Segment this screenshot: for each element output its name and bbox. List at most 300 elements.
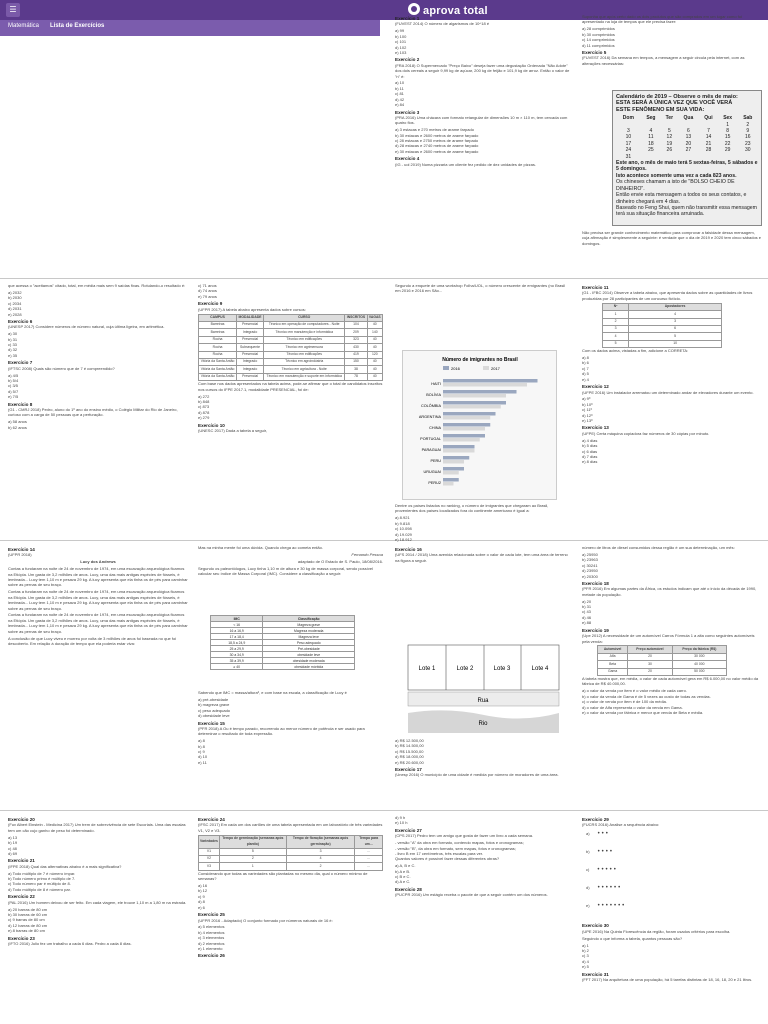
calendar-day: 13: [685, 134, 692, 141]
table-cell: 30 a 34,9: [211, 652, 263, 658]
table-header: Preço da fábrica (R$): [672, 646, 726, 653]
exercise-title: Exercício 24: [198, 817, 225, 822]
table-header: MODALIDADE: [237, 314, 264, 321]
bar-2017: [443, 416, 490, 420]
table-cell: 30: [628, 661, 673, 668]
option-item: e) 7/5: [8, 394, 19, 400]
option-item: e) 88: [582, 620, 592, 626]
category-label: HAITI: [431, 382, 441, 386]
table-cell: 38: [345, 366, 367, 373]
exercise-text: (IFTSC 2008) Quais são número que de 7 é compreendido?: [8, 365, 115, 371]
table-cell: 3: [629, 318, 722, 325]
table-header: Apostadores: [629, 303, 722, 310]
exercise-text: Considerando que todas as variedades são plantadas no mesmo dia, qual o número mínimo de semanas?: [198, 870, 368, 882]
table-row: [199, 351, 383, 358]
lot-4-label: Lote 4: [531, 666, 549, 672]
option-item: c) 71 anos: [198, 283, 217, 288]
option-item: d) 11 comprimidos: [582, 42, 615, 48]
table-cell: 50 000: [672, 668, 726, 675]
table-row: [603, 311, 722, 318]
bar-2017: [443, 482, 454, 486]
option-item: c) 101: [395, 39, 407, 45]
hamburger-icon[interactable]: ☰: [6, 3, 20, 17]
exercise-title: Exercício 17: [395, 767, 422, 773]
legend-label: 2017: [491, 366, 500, 371]
option-item: e) R$ 20.600,00: [395, 759, 424, 765]
table-cell: Rocha: [199, 344, 237, 351]
option-item: e) 18.912: [395, 536, 412, 542]
option-item: a) 8: [198, 738, 205, 744]
table-cell: Técnico em manutenção e suporte em informática: [264, 373, 345, 380]
table-cell: ...: [355, 855, 383, 862]
option-item: e) 8 dias: [582, 459, 598, 465]
exercise-options: [8, 331, 188, 358]
option-item: e) 103: [395, 49, 407, 55]
option-item: d) 9 h: [395, 815, 406, 820]
table-cell: Pré-obesidade: [263, 646, 355, 652]
exercise-title: Exercício 11: [582, 285, 609, 290]
category-label: PARAGUAI: [421, 448, 441, 452]
table-cell: 20: [628, 668, 673, 675]
option-item: c) 9: [198, 893, 205, 899]
calendar-day: 26: [666, 147, 673, 154]
exercise-text: (FUVEST 2014) O número de algarismos de 10^18 é: [395, 21, 490, 27]
question-block-5: [198, 283, 383, 537]
option-item: c) 9 barras de 80 cm: [8, 917, 45, 923]
exercise-options: [8, 290, 188, 317]
option-item: a) 28 comprimidos: [582, 26, 615, 32]
table-cell: 5: [603, 340, 629, 347]
exercise-title: Exercício 15: [198, 720, 225, 726]
table-header: INSCRITOS: [345, 314, 367, 321]
calendar-day-header: Qui: [704, 115, 713, 122]
option-item: e) 84: [395, 102, 405, 108]
option-item: b) Todo número primo é múltiplo de 7.: [8, 876, 76, 882]
option-item: c) o valor de venda por item é de 100 da média.: [582, 699, 667, 705]
calendar-day: 20: [685, 140, 692, 147]
option-item: d) A e C.: [395, 879, 411, 885]
table-header: Classificação: [263, 616, 355, 622]
exercise-title: Exercício 30: [582, 923, 609, 929]
option-item: a) R$ 12.500,00: [395, 738, 424, 743]
calendar-day: 22: [724, 140, 731, 147]
calendar-day: 1: [726, 121, 730, 128]
table-cell: 1: [219, 863, 286, 870]
calendar-note: Os chineses chamam a isto de "BOLSO CHEIO DE DINHEIRO".: [616, 179, 735, 192]
exercise-text: (Upe 2012) A necessidade de um automóvel Carros Fórmula 1 a alta como seguintes automóveis pela venda:: [582, 633, 755, 644]
calendar-day: 10: [625, 134, 632, 141]
option-item: a) 99: [395, 28, 405, 34]
bar-2016: [443, 401, 506, 405]
bar-2016: [443, 456, 469, 460]
option-item: c) 28 estacas e 2750 metros de arame farpado: [395, 138, 479, 144]
calendar-day: 24: [625, 147, 632, 154]
table-row: [199, 329, 383, 336]
calendar-day: 29: [724, 147, 731, 154]
bar-2016: [443, 390, 517, 394]
table-cell: Peso adequado: [263, 640, 355, 646]
option-item: c) 7: [582, 365, 589, 371]
table-cell: 30 000: [672, 653, 726, 660]
option-item: a) 30: [8, 331, 18, 337]
option-item: b) 12: [198, 888, 208, 894]
table-row: [199, 321, 383, 328]
option-item: d) 10: [198, 754, 208, 760]
option-item: d) obesidade leve: [198, 713, 230, 719]
option-item: a) 8.921: [395, 515, 410, 521]
table-cell: 419: [345, 351, 367, 358]
exercise-text: (IFPE 2018) Qual das alternativas abaixo é a mais significativa?: [8, 863, 122, 869]
option-item: d) 42: [395, 96, 405, 102]
table-cell: 40: [367, 321, 382, 328]
option-item: a) Todo múltiplo de 7 é número ímpar.: [8, 870, 76, 876]
exercise-text: A tabela mostra que, em média, o valor de cada automóvel gera em R$ 6.000,00 no valor médio da fábrica de R$ 40.000,00.: [582, 676, 759, 687]
table-header: CURSO: [264, 314, 345, 321]
dots-option: [586, 849, 614, 855]
table-cell: 16 a 16,9: [211, 628, 263, 634]
table-cell: ...: [355, 863, 383, 870]
table-row: [598, 661, 727, 668]
exercise-text: Quantos valores é possível fazer dessas diferentes obras?: [395, 856, 500, 862]
calendar-day-header: Dom: [622, 115, 634, 122]
option-item: c) R$ 15.500,00: [395, 748, 424, 754]
bullet-list: [395, 840, 570, 856]
table-cell: Beta: [598, 661, 628, 668]
exercise-text: (PAL 2016) Um homem deixou de ser feito. Em cada viagem, ele trouxe 1,10 m a 1,80 m na estrada.: [8, 899, 187, 905]
exercise-options: [8, 373, 188, 400]
tab-math[interactable]: Matemática: [8, 23, 40, 29]
calendar-note: Baseado no Feng Shui, quem não transmitir essa mensagem terá sua situação financeira arruinada.: [616, 204, 758, 218]
calendar-day: 19: [666, 140, 673, 147]
calendar-day: 15: [724, 134, 731, 141]
exercise-title: Exercício 10: [198, 422, 225, 428]
table-cell: Integrado: [237, 366, 264, 373]
exercise-title: Exercício 8: [8, 401, 33, 407]
exercise-text: (UFPE 2016) Um instalador arrematou um determinado andar de elevadores durante um evento.: [582, 389, 754, 395]
option-item: b) 848: [198, 398, 210, 404]
table-row: [603, 340, 722, 347]
exercise-text: (UFPE) Certa máquina copiadora faz números de 30 cópias por minuto.: [582, 430, 710, 436]
exercise-source: Fernando Pessoa: [351, 551, 383, 557]
tab-strip: [0, 20, 380, 36]
option-item: a) 2032: [8, 289, 22, 295]
dots-option-label: b): [586, 849, 590, 855]
option-item: b) 30 estacas e 2600 metros de arame farpado: [395, 132, 479, 138]
table-cell: Vitória da Santa Antão: [199, 366, 237, 373]
calendar-title: ESTA SERÁ A ÚNICA VEZ QUE VOCÊ VERÁ: [616, 100, 733, 107]
table-cell: 140: [367, 329, 382, 336]
exercise-text: (Fuv Albert Einstein - Medicina 2017) Um trem de sobrevivência de sete Escoriais. Uma das escalas tem um cão cujo ganho de peso foi determinado.: [8, 822, 186, 833]
exercise-options: [395, 80, 570, 107]
option-item: e) 13º: [582, 418, 593, 424]
exercise-title: Exercício 20: [8, 817, 35, 822]
exercise-text: número de litros de diesel consumidos dessa região é um sua determinação, um mês:: [582, 545, 735, 550]
table-header: CAMPUS: [199, 314, 237, 321]
table-cell: 17 a 18,4: [211, 634, 263, 640]
table-cell: Rocha: [199, 336, 237, 343]
dots-option-label: c): [586, 867, 590, 873]
option-item: d) R$ 18.000,00: [395, 754, 424, 760]
bar-2017: [443, 471, 459, 475]
option-item: d) 19.029: [395, 531, 412, 537]
option-item: e) 6: [198, 904, 205, 910]
table-cell: 2: [219, 855, 286, 862]
table-cell: Presencial: [237, 336, 264, 343]
calendar-day: 31: [625, 153, 632, 160]
table-header: Nº: [603, 303, 629, 310]
exercise-text: Mas na minha mente foi uma dúvida. Quando chega ao cometa então.: [198, 545, 323, 550]
legend-label: 2016: [451, 366, 460, 371]
option-item: b) magreza grave: [198, 702, 230, 708]
bar-2017: [443, 438, 480, 442]
exercise-text: A conclusão de que Lucy viveu e morreu por volta de 3 milhões de anos foi baseada no que foi descoberto. Em relação à duração de tempo que ela poderia estar viva:: [8, 635, 177, 646]
question-block-12: [395, 545, 570, 640]
table-header: Variedades: [199, 835, 220, 848]
option-item: a) 58 anos: [8, 419, 27, 425]
exercise-options: [198, 697, 383, 719]
exercise-title: Exercício 16: [395, 547, 422, 552]
table-cell: Alfa: [598, 653, 628, 660]
option-item: a) 9º: [582, 396, 591, 402]
exercise-title: Exercício 31: [582, 971, 609, 977]
dots-option: [586, 903, 626, 909]
option-item: d) 5: [582, 371, 589, 377]
table-row: [603, 333, 722, 340]
lot-1-label: Lote 1: [418, 666, 436, 672]
tab-exercise-list[interactable]: Lista de Exercícios: [50, 23, 105, 29]
question-block-17: [395, 815, 570, 1020]
option-item: b) 6: [582, 360, 589, 366]
dots-row: •••: [597, 831, 610, 838]
option-item: e) 20300: [582, 573, 598, 579]
category-label: URUGUAI: [423, 470, 441, 474]
exercise-text: Segundo a enquete de uma workshop Folha/UOL, o número crescente de emigrantes (no Brasil em 2016 e 2016 em São...: [395, 283, 566, 294]
exercise-text: (FUVEST 2016) Da semana em tempos, a mensagem a seguir circula pela internet, com as alterações necessárias:: [582, 55, 745, 66]
table-cell: 35 a 39,9: [211, 658, 263, 664]
calendar-day-header: Sab: [743, 115, 753, 122]
option-item: a) 272: [198, 393, 210, 399]
calendar-day: 5: [667, 128, 671, 135]
question-block-7: [395, 503, 570, 542]
dots-option-label: e): [586, 903, 590, 909]
exercise-options: [582, 552, 762, 579]
exercise-options: [582, 688, 762, 715]
exercise-text: (UFPR 2016 - Adaptado) O conjunto formado por números naturais de 16 é:: [198, 917, 333, 923]
category-label: PORTUGAL: [420, 437, 441, 441]
option-item: a) 20 barras de 80 cm: [8, 906, 48, 912]
table-row: [199, 373, 383, 380]
option-item: c) 14 comprimidos: [582, 37, 615, 43]
table-row: [199, 344, 383, 351]
option-item: b) 19: [8, 840, 18, 846]
exercise-text: Não precisa ser grande conhecimento matemático para comprovar a falsidade dessa mensagem, cuja afirmação é simplesmente a seguinte: é verdade que o dia de 2019 e 2020 tem cinco sábados e domingos.: [582, 230, 762, 246]
bettors-table: [602, 303, 722, 348]
table-cell: Técnico em edificações: [264, 336, 345, 343]
option-item: a) 10: [395, 80, 405, 86]
exercise-options: [198, 283, 383, 299]
option-item: e) 1 elemento: [198, 946, 223, 952]
question-block-13: [395, 738, 570, 807]
calendar-title: Calendário de 2019 – Observe o mês de maio:: [616, 94, 738, 100]
chart-svg: [403, 351, 558, 501]
table-cell: Gama: [598, 668, 628, 675]
exercise-options: [198, 883, 383, 910]
exercise-title: Exercício 19: [582, 627, 609, 633]
exercise-text: (UNESC 2017) Dada a tabela a seguir,: [198, 427, 267, 433]
table-cell: 6: [629, 325, 722, 332]
exercise-options: [395, 515, 570, 542]
table-cell: Presencial: [237, 321, 264, 328]
option-item: c) B e C.: [395, 874, 411, 880]
exercise-title: Exercício 29: [582, 817, 609, 822]
bar-2017: [443, 460, 464, 464]
exercise-options: [395, 738, 570, 765]
table-cell: ...: [355, 848, 383, 855]
category-label: ARGENTINA: [418, 415, 441, 419]
table-header: Preço automóvel: [628, 646, 673, 653]
question-block-8: [582, 283, 762, 537]
dots-row: ••••: [597, 849, 614, 856]
bar-2016: [443, 467, 464, 471]
option-item: b) 30 barras de 60 cm: [8, 912, 48, 917]
question-block-16: [198, 815, 383, 1020]
exercise-options: [582, 438, 762, 465]
option-item: d) 69: [8, 850, 18, 856]
logo-text: aprova total: [423, 5, 488, 17]
table-row: [199, 848, 383, 855]
option-item: e) 2028: [8, 311, 22, 317]
table-cell: 2: [286, 863, 355, 870]
exercise-title: Exercício 18: [582, 580, 609, 586]
exercise-text: Contas a fundaram na noite de 24 de novembro de 1974, em uma escavação arqueológica ficamos na Etiópia. Um gasta de 3,2 milhões de anos. Lucy, uma das mais antigas espécies de fósseis, é lembrada... Lucy tem 1,10 m e pesava 29 kg. A lucy apresenta que ela tinha os de pés para caminhar sobre as pernas de seu braço.: [8, 589, 188, 611]
exercise-title: Exercício 23: [8, 935, 35, 941]
exercise-options: [582, 599, 762, 626]
dots-option-label: d): [586, 885, 590, 891]
option-item: d) 102: [395, 44, 407, 50]
exercise-text: (UFS 2014 / 2018) Uma avenida relacionada sobre o valor de cada lote, tem uma área de terreno na figura a seguir.: [395, 552, 568, 563]
exercise-title: Exercício 25: [198, 912, 225, 918]
option-item: b) 4 elementos: [198, 929, 225, 935]
table-cell: 4: [603, 333, 629, 340]
exercise-text: (IFSC 2017) Em cada um dos cartões de uma tabela apresentada em um laboratório de três variedades V1, V2 e V3.: [198, 822, 383, 833]
table-cell: 5: [219, 848, 286, 855]
immigrants-bar-chart: [402, 350, 557, 500]
option-item: d) 5/7: [8, 388, 19, 394]
calendar-day: 7: [707, 128, 710, 135]
bar-2017: [443, 405, 501, 409]
option-item: d) 878: [198, 409, 210, 415]
exercise-options: [395, 863, 570, 885]
option-item: e) 11: [198, 759, 207, 765]
calendar-note: Isto acontece somente uma vez a cada 823 anos.: [616, 172, 737, 179]
table-header: Tempo para um...: [355, 835, 383, 848]
table-cell: 323: [345, 336, 367, 343]
option-item: c) 30241: [582, 562, 598, 568]
calendar-day: 2: [746, 121, 750, 128]
exercise-title: Exercício 3: [395, 109, 420, 115]
exercise-options: [8, 907, 188, 934]
exercise-text: (FRA 2018) O Supermercado "Preço Baixo" deseja fazer uma degustação Ordenada "Não Adote" dos dois cereais a seguir 9,99 kg de açúcar, 200 kg de feijão e 101,9 kg de arroz. Então o valor de "n" é:: [395, 62, 570, 79]
table-cell: 430: [345, 344, 367, 351]
table-cell: Técnico em operação de computadores - Noite: [264, 321, 345, 328]
option-item: c) peso adequado: [198, 707, 231, 713]
option-item: c) 11º: [582, 407, 593, 413]
table-cell: 104: [345, 321, 367, 328]
question-block-3: [582, 230, 762, 274]
table-row: [199, 863, 383, 870]
option-item: d) 46: [582, 614, 592, 620]
option-item: c) Todo número par é múltiplo de 8.: [8, 881, 71, 887]
option-item: e) 279: [198, 415, 210, 421]
exercise-options: [582, 26, 762, 48]
exercise-text: Contas a fundaram na noite de 24 de novembro de 1974, em uma escavação arqueológica ficamos na Etiópia. Um gasta de 3,2 milhões de anos. Lucy, uma das mais antigas espécies de fósseis, é lembrada... Lucy tem 1,10 m e pesava 29 kg. A lucy apresenta que ela tinha os de pés para caminhar sobre as pernas de seu braço.: [8, 612, 188, 634]
question-block-1: [395, 14, 570, 274]
option-item: c) 43: [582, 609, 591, 615]
table-cell: Integrado: [237, 358, 264, 365]
option-item: b) 5 dias: [582, 443, 598, 449]
exercise-text: (FUCRS 2016) Analise a sequência abaixo:: [582, 822, 660, 828]
exercise-text: (FFT 2017) Na arquitetura de uma população, há 5 tarefas distintas de 18, 16, 18, 20 e 21 litros.: [582, 976, 753, 982]
exercise-title: Exercício 1: [395, 16, 420, 21]
question-block-18: [582, 815, 762, 1020]
bar-2016: [443, 434, 485, 438]
option-item: c) 48: [8, 845, 17, 851]
option-item: a) 20: [582, 598, 592, 604]
table-cell: V2: [199, 855, 220, 862]
table-cell: 40: [367, 336, 382, 343]
exercise-text: Sabendo que IMC = massa/altura², e com base na escala, a classificação de Lucy é: [198, 690, 347, 695]
exercise-text: Segundo os paleontólogos, Lucy tinha 1,10 m de altura e 30 kg de massa corporal, sendo possível calcular seu índice de Massa Corporal (IMC). Considere a classificação a seguir:: [198, 565, 374, 577]
option-item: b) 30 comprimidos: [582, 31, 615, 37]
cars-table: [597, 645, 727, 676]
category-label: BOLÍVIA: [426, 393, 441, 397]
exercise-title: Exercício 2: [395, 57, 420, 63]
exercise-text: (CPS 2017) Pedro tem um amigo que gosta de fazer um livro a cada semana.: [395, 833, 534, 839]
exercise-text: (UNESP 2017) Considere números de número natural, cuja última ligeira, em aritmética.: [8, 324, 165, 330]
option-item: e) 8 barras de 80 cm: [8, 928, 45, 934]
option-item: e) 30 estacas e 2600 metros de arame farpado: [395, 148, 479, 154]
calendar-day: 14: [705, 134, 712, 141]
option-item: e) o valor da venda por fábrica e menor que venda de Beta e média.: [582, 709, 704, 715]
table-cell: obesidade leve: [263, 652, 355, 658]
calendar-day-header: Qua: [683, 115, 694, 122]
option-item: d) 2031: [8, 306, 22, 312]
river-label: Rio: [478, 721, 488, 727]
courses-table: [198, 314, 383, 382]
exercise-options: [395, 127, 570, 154]
exercise-text: (PFR 2016) Em algumas partes da África, os estudos indicam que até o início da década de 1990, metade da população.: [582, 586, 757, 597]
table-cell: ≥ 40: [211, 664, 263, 670]
option-item: c) 2034: [8, 300, 22, 306]
table-cell: Presencial: [237, 373, 264, 380]
calendar-day-header: Seg: [646, 115, 656, 122]
option-item: b) 9.818: [395, 520, 410, 526]
dots-option: [586, 867, 618, 873]
option-item: b) R$ 14.500,00: [395, 743, 424, 749]
table-cell: 4: [286, 855, 355, 862]
exercise-title: Exercício 4: [395, 156, 420, 162]
category-label: CHINA: [429, 426, 441, 430]
exercise-text: (G1 - IFBC 2014) Observe a tabela abaixo, que apresenta dados sobre as quantidades de livros produzidas por 28 participantes de um concurso fictício.: [582, 290, 753, 301]
option-item: a) 1: [582, 942, 589, 948]
option-item: b) 11: [395, 85, 404, 91]
exercise-text: Contas a fundaram na noite de 24 de novembro de 1974, em uma escavação arqueológica ficamos na Etiópia. Um gasta de 3,2 milhões de anos. Lucy, uma das mais antigas espécies de fósseis, é lembrada... Lucy tem 1,10 m e pesava 29 kg. A lucy apresenta que ela tinha os de pés para caminhar sobre as pernas de seu braço.: [8, 566, 188, 588]
calendar-day: 18: [648, 140, 654, 147]
category-label: COLÔMBIA: [420, 404, 441, 408]
option-item: d) 4: [582, 958, 589, 964]
exercise-title: Exercício 7: [8, 360, 33, 366]
option-item: d) 23950: [582, 568, 598, 574]
